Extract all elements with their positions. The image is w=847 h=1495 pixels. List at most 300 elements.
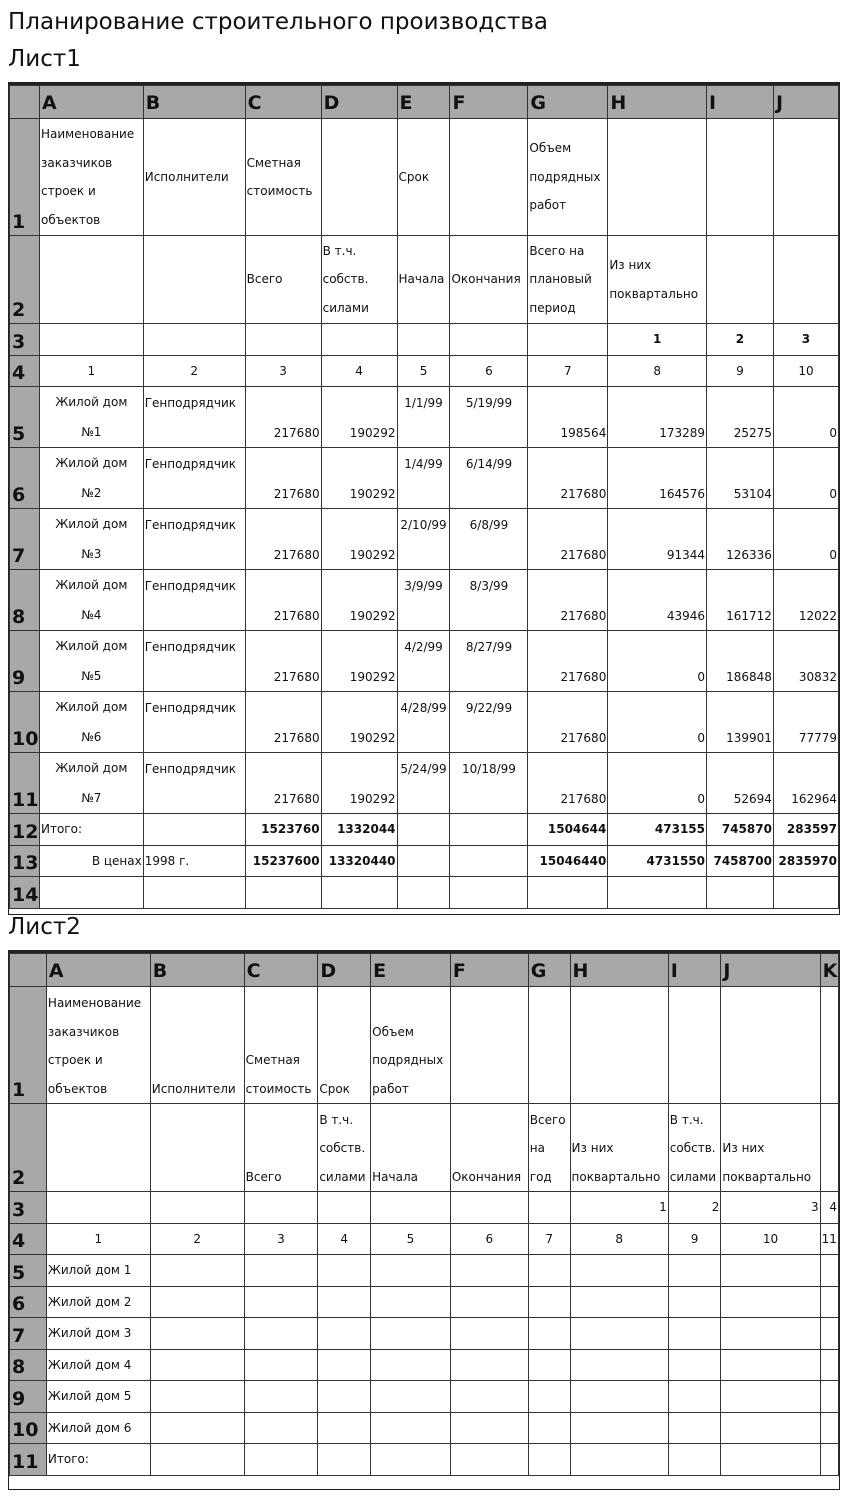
cell[interactable] bbox=[244, 1318, 318, 1350]
cell-object-name[interactable] bbox=[39, 753, 143, 814]
sheet2-row-header[interactable]: 3 bbox=[10, 1192, 47, 1224]
cell[interactable] bbox=[668, 1381, 721, 1413]
cell-start[interactable]: 1/4/99 bbox=[397, 448, 450, 509]
cell[interactable] bbox=[528, 1349, 570, 1381]
cell[interactable] bbox=[528, 1255, 570, 1287]
cell-total[interactable]: 217680 bbox=[245, 387, 321, 448]
cell-col-number[interactable]: 4 bbox=[321, 356, 397, 387]
cell[interactable] bbox=[528, 324, 608, 356]
cell-total[interactable]: 217680 bbox=[245, 692, 321, 753]
cell-col-number[interactable]: 8 bbox=[608, 356, 707, 387]
sheet2-row-header[interactable]: 4 bbox=[10, 1224, 47, 1255]
cell[interactable] bbox=[570, 1381, 668, 1413]
cell-own[interactable]: 190292 bbox=[321, 753, 397, 814]
cell-q1[interactable]: 43946 bbox=[608, 570, 707, 631]
cell-start-header[interactable]: Начала bbox=[371, 1104, 451, 1192]
cell-q3[interactable]: 0 bbox=[773, 448, 838, 509]
cell-q2-sum[interactable]: 745870 bbox=[707, 814, 774, 846]
cell-col-number[interactable]: 5 bbox=[371, 1224, 451, 1255]
sheet2-col-header[interactable]: J bbox=[721, 954, 820, 987]
cell-q2[interactable]: 126336 bbox=[707, 509, 774, 570]
cell[interactable] bbox=[318, 1349, 371, 1381]
sheet1-col-header[interactable]: B bbox=[143, 86, 245, 119]
cell-q1[interactable]: 0 bbox=[608, 753, 707, 814]
cell-q3[interactable]: 162964 bbox=[773, 753, 838, 814]
cell[interactable] bbox=[450, 324, 528, 356]
cell[interactable] bbox=[244, 1349, 318, 1381]
sheet2-row-header[interactable]: 2 bbox=[10, 1104, 47, 1192]
cell[interactable] bbox=[668, 1412, 721, 1444]
cell-object-name[interactable]: Жилой дом 3 bbox=[46, 1318, 150, 1350]
cell[interactable] bbox=[150, 1349, 244, 1381]
cell-total-label[interactable]: Итого: bbox=[39, 814, 143, 846]
cell[interactable] bbox=[707, 877, 774, 909]
cell[interactable] bbox=[820, 1318, 838, 1350]
cell-estimate-header[interactable]: Сметная стоимость bbox=[244, 987, 318, 1104]
sheet1-col-header[interactable]: H bbox=[608, 86, 707, 119]
cell[interactable] bbox=[450, 846, 528, 877]
cell-q2[interactable]: 25275 bbox=[707, 387, 774, 448]
cell-object-name[interactable]: Жилой дом 4 bbox=[46, 1349, 150, 1381]
cell-end[interactable]: 8/3/99 bbox=[450, 570, 528, 631]
cell-q2[interactable]: 139901 bbox=[707, 692, 774, 753]
cell[interactable] bbox=[150, 1286, 244, 1318]
cell-term-header[interactable]: Срок bbox=[318, 987, 371, 1104]
cell-customer-header[interactable]: Наименование заказчиков строек и объектов bbox=[46, 987, 150, 1104]
sheet2-row-header[interactable]: 5 bbox=[10, 1255, 47, 1287]
cell[interactable] bbox=[244, 1192, 318, 1224]
sheet2-col-header[interactable]: A bbox=[46, 954, 150, 987]
cell[interactable] bbox=[450, 1255, 528, 1287]
cell-end-header[interactable]: Окончания bbox=[450, 236, 528, 324]
sheet1-col-header[interactable]: J bbox=[773, 86, 838, 119]
sheet1-row-header[interactable]: 12 bbox=[10, 814, 40, 846]
cell[interactable] bbox=[450, 1192, 528, 1224]
cell[interactable] bbox=[820, 1381, 838, 1413]
cell[interactable] bbox=[528, 1192, 570, 1224]
cell-q2[interactable]: 52694 bbox=[707, 753, 774, 814]
cell-year-total-header[interactable]: Всего на год bbox=[528, 1104, 570, 1192]
cell[interactable] bbox=[318, 1412, 371, 1444]
sheet1-row-header[interactable]: 3 bbox=[10, 324, 40, 356]
cell-q3[interactable]: 12022 bbox=[773, 570, 838, 631]
cell-volume-header[interactable]: Объем подрядных работ bbox=[528, 119, 608, 236]
cell[interactable] bbox=[528, 987, 570, 1104]
sheet1-col-header[interactable]: E bbox=[397, 86, 450, 119]
cell-col-number[interactable]: 3 bbox=[244, 1224, 318, 1255]
cell[interactable] bbox=[608, 119, 707, 236]
cell[interactable] bbox=[668, 1349, 721, 1381]
cell-quarter[interactable]: 4 bbox=[820, 1192, 838, 1224]
cell-plan[interactable]: 217680 bbox=[528, 753, 608, 814]
cell-executor[interactable]: Генподрядчик bbox=[143, 692, 245, 753]
cell[interactable] bbox=[244, 1255, 318, 1287]
cell-prices-q1[interactable]: 4731550 bbox=[608, 846, 707, 877]
cell[interactable] bbox=[150, 1104, 244, 1192]
sheet2-row-header[interactable]: 7 bbox=[10, 1318, 47, 1350]
cell-total-header[interactable]: Всего bbox=[244, 1104, 318, 1192]
cell[interactable] bbox=[245, 877, 321, 909]
cell[interactable] bbox=[668, 987, 721, 1104]
cell-own[interactable]: 190292 bbox=[321, 448, 397, 509]
cell-start[interactable]: 1/1/99 bbox=[397, 387, 450, 448]
cell[interactable] bbox=[820, 1104, 838, 1192]
cell-total-label[interactable]: Итого: bbox=[46, 1444, 150, 1476]
cell-object-name[interactable] bbox=[39, 570, 143, 631]
cell[interactable] bbox=[820, 1412, 838, 1444]
cell[interactable] bbox=[721, 1381, 820, 1413]
cell[interactable] bbox=[321, 877, 397, 909]
cell-col-number[interactable]: 11 bbox=[820, 1224, 838, 1255]
cell-q2[interactable]: 53104 bbox=[707, 448, 774, 509]
cell-term-header[interactable]: Срок bbox=[397, 119, 450, 236]
cell[interactable] bbox=[371, 1192, 451, 1224]
cell-total[interactable]: 217680 bbox=[245, 448, 321, 509]
cell[interactable] bbox=[245, 324, 321, 356]
cell-q1[interactable]: 0 bbox=[608, 692, 707, 753]
cell[interactable] bbox=[570, 1318, 668, 1350]
sheet1-row-header[interactable]: 8 bbox=[10, 570, 40, 631]
sheet2-col-header[interactable]: F bbox=[450, 954, 528, 987]
cell-col-number[interactable]: 10 bbox=[721, 1224, 820, 1255]
sheet1-row-header[interactable]: 14 bbox=[10, 877, 40, 909]
sheet2-col-header[interactable]: E bbox=[371, 954, 451, 987]
cell-executor[interactable]: Генподрядчик bbox=[143, 387, 245, 448]
cell-own[interactable]: 190292 bbox=[321, 570, 397, 631]
cell[interactable] bbox=[570, 1286, 668, 1318]
cell[interactable] bbox=[570, 1412, 668, 1444]
cell[interactable] bbox=[39, 236, 143, 324]
sheet2-col-header[interactable]: D bbox=[318, 954, 371, 987]
cell-own[interactable]: 190292 bbox=[321, 631, 397, 692]
sheet1-col-header[interactable]: G bbox=[528, 86, 608, 119]
cell-object-name[interactable] bbox=[39, 509, 143, 570]
sheet1-row-header[interactable]: 13 bbox=[10, 846, 40, 877]
cell-own-forces-header[interactable]: В т.ч. собств. силами bbox=[668, 1104, 721, 1192]
cell[interactable] bbox=[773, 236, 838, 324]
cell-total-header[interactable]: Всего bbox=[245, 236, 321, 324]
cell-total-sum[interactable]: 1523760 bbox=[245, 814, 321, 846]
sheet2-row-header[interactable]: 6 bbox=[10, 1286, 47, 1318]
cell-q2[interactable]: 161712 bbox=[707, 570, 774, 631]
cell-q3[interactable]: 30832 bbox=[773, 631, 838, 692]
cell[interactable] bbox=[244, 1381, 318, 1413]
cell[interactable] bbox=[150, 1192, 244, 1224]
cell[interactable] bbox=[608, 877, 707, 909]
cell-own-forces-header[interactable]: В т.ч. собств. силами bbox=[318, 1104, 371, 1192]
sheet1-row-header[interactable]: 11 bbox=[10, 753, 40, 814]
cell[interactable] bbox=[820, 987, 838, 1104]
sheet1-col-header[interactable]: D bbox=[321, 86, 397, 119]
cell-object-name[interactable]: Жилой дом 1 bbox=[46, 1255, 150, 1287]
cell-end[interactable]: 9/22/99 bbox=[450, 692, 528, 753]
cell-plan[interactable]: 217680 bbox=[528, 509, 608, 570]
sheet1-col-header[interactable]: A bbox=[39, 86, 143, 119]
sheet2-row-header[interactable]: 9 bbox=[10, 1381, 47, 1413]
cell[interactable] bbox=[318, 1444, 371, 1476]
cell-total[interactable]: 217680 bbox=[245, 509, 321, 570]
cell-object-name[interactable] bbox=[39, 387, 143, 448]
cell-plan[interactable]: 217680 bbox=[528, 692, 608, 753]
cell[interactable] bbox=[450, 119, 528, 236]
cell-q3[interactable]: 0 bbox=[773, 387, 838, 448]
cell[interactable] bbox=[39, 877, 143, 909]
cell-q1[interactable]: 91344 bbox=[608, 509, 707, 570]
cell[interactable] bbox=[528, 1412, 570, 1444]
cell-end[interactable]: 8/27/99 bbox=[450, 631, 528, 692]
cell[interactable] bbox=[570, 1349, 668, 1381]
cell-quarter[interactable]: 2 bbox=[668, 1192, 721, 1224]
cell[interactable] bbox=[528, 1381, 570, 1413]
cell-q3[interactable]: 0 bbox=[773, 509, 838, 570]
cell-start[interactable]: 2/10/99 bbox=[397, 509, 450, 570]
cell-col-number[interactable]: 4 bbox=[318, 1224, 371, 1255]
cell-col-number[interactable]: 8 bbox=[570, 1224, 668, 1255]
cell-col-number[interactable]: 2 bbox=[150, 1224, 244, 1255]
sheet2-col-header[interactable]: I bbox=[668, 954, 721, 987]
cell-object-name[interactable] bbox=[39, 631, 143, 692]
cell-own-forces-header[interactable]: В т.ч. собств. силами bbox=[321, 236, 397, 324]
cell-plan[interactable]: 198564 bbox=[528, 387, 608, 448]
cell[interactable] bbox=[721, 1349, 820, 1381]
cell[interactable] bbox=[318, 1192, 371, 1224]
cell[interactable] bbox=[371, 1286, 451, 1318]
cell-executor[interactable]: Генподрядчик bbox=[143, 448, 245, 509]
cell[interactable] bbox=[570, 987, 668, 1104]
cell-quarter[interactable]: 2 bbox=[707, 324, 774, 356]
cell-estimate-header[interactable]: Сметная стоимость bbox=[245, 119, 321, 236]
cell-start[interactable]: 4/2/99 bbox=[397, 631, 450, 692]
cell[interactable] bbox=[707, 119, 774, 236]
cell[interactable] bbox=[150, 1318, 244, 1350]
cell[interactable] bbox=[450, 814, 528, 846]
cell[interactable] bbox=[46, 1192, 150, 1224]
sheet2-row-header[interactable]: 10 bbox=[10, 1412, 47, 1444]
cell-start-header[interactable]: Начала bbox=[397, 236, 450, 324]
sheet1-row-header[interactable]: 1 bbox=[10, 119, 40, 236]
cell[interactable] bbox=[371, 1349, 451, 1381]
cell-volume-header[interactable]: Объем подрядных работ bbox=[371, 987, 451, 1104]
cell[interactable] bbox=[528, 1318, 570, 1350]
cell[interactable] bbox=[773, 877, 838, 909]
sheet2-col-header[interactable]: H bbox=[570, 954, 668, 987]
cell[interactable] bbox=[450, 1444, 528, 1476]
cell-executor[interactable]: Генподрядчик bbox=[143, 631, 245, 692]
sheet2-row-header[interactable]: 11 bbox=[10, 1444, 47, 1476]
cell-executor-header[interactable]: Исполнители bbox=[143, 119, 245, 236]
cell-total[interactable]: 217680 bbox=[245, 570, 321, 631]
cell-total[interactable]: 217680 bbox=[245, 753, 321, 814]
cell-quarterly-header[interactable]: Из них поквартально bbox=[608, 236, 707, 324]
cell-total[interactable]: 217680 bbox=[245, 631, 321, 692]
cell-quarterly-header[interactable]: Из них поквартально bbox=[721, 1104, 820, 1192]
cell[interactable] bbox=[143, 324, 245, 356]
cell-quarter[interactable]: 1 bbox=[608, 324, 707, 356]
cell[interactable] bbox=[371, 1255, 451, 1287]
sheet2-col-header[interactable]: C bbox=[244, 954, 318, 987]
cell-own[interactable]: 190292 bbox=[321, 387, 397, 448]
cell-q2[interactable]: 186848 bbox=[707, 631, 774, 692]
sheet2-row-header[interactable]: 8 bbox=[10, 1349, 47, 1381]
cell-object-name[interactable]: Жилой дом 6 bbox=[46, 1412, 150, 1444]
cell-plan-period-header[interactable]: Всего на плановый период bbox=[528, 236, 608, 324]
sheet2-corner[interactable] bbox=[10, 954, 47, 987]
cell[interactable] bbox=[820, 1255, 838, 1287]
cell[interactable] bbox=[450, 877, 528, 909]
cell[interactable] bbox=[450, 1318, 528, 1350]
cell-end[interactable]: 6/8/99 bbox=[450, 509, 528, 570]
cell[interactable] bbox=[371, 1444, 451, 1476]
cell-col-number[interactable]: 7 bbox=[528, 356, 608, 387]
cell-col-number[interactable]: 9 bbox=[707, 356, 774, 387]
cell-start[interactable]: 4/28/99 bbox=[397, 692, 450, 753]
cell-object-name[interactable] bbox=[39, 448, 143, 509]
cell[interactable] bbox=[450, 1381, 528, 1413]
cell-customer-header[interactable]: Наименование заказчиков строек и объектов bbox=[39, 119, 143, 236]
sheet2-col-header[interactable]: K bbox=[820, 954, 838, 987]
cell-plan[interactable]: 217680 bbox=[528, 570, 608, 631]
cell-object-name[interactable] bbox=[39, 692, 143, 753]
sheet1-col-header[interactable]: F bbox=[450, 86, 528, 119]
cell[interactable] bbox=[397, 877, 450, 909]
cell-col-number[interactable]: 1 bbox=[46, 1224, 150, 1255]
cell[interactable] bbox=[397, 846, 450, 877]
cell-own-sum[interactable]: 1332044 bbox=[321, 814, 397, 846]
sheet1-row-header[interactable]: 5 bbox=[10, 387, 40, 448]
cell-executor-header[interactable]: Исполнители bbox=[150, 987, 244, 1104]
cell-prices-plan[interactable]: 15046440 bbox=[528, 846, 608, 877]
cell-object-name[interactable]: Жилой дом 5 bbox=[46, 1381, 150, 1413]
cell[interactable] bbox=[668, 1318, 721, 1350]
cell[interactable] bbox=[528, 1286, 570, 1318]
cell-q1[interactable]: 173289 bbox=[608, 387, 707, 448]
sheet2-col-header[interactable]: G bbox=[528, 954, 570, 987]
cell-executor[interactable]: Генподрядчик bbox=[143, 509, 245, 570]
sheet1-row-header[interactable]: 6 bbox=[10, 448, 40, 509]
cell[interactable] bbox=[721, 987, 820, 1104]
cell-prices-year[interactable]: 1998 г. bbox=[143, 846, 245, 877]
cell[interactable] bbox=[143, 814, 245, 846]
cell[interactable] bbox=[321, 119, 397, 236]
cell-quarter[interactable]: 3 bbox=[721, 1192, 820, 1224]
cell[interactable] bbox=[244, 1444, 318, 1476]
sheet1-col-header[interactable]: I bbox=[707, 86, 774, 119]
cell[interactable] bbox=[318, 1381, 371, 1413]
cell[interactable] bbox=[371, 1381, 451, 1413]
cell[interactable] bbox=[397, 324, 450, 356]
sheet1-row-header[interactable]: 4 bbox=[10, 356, 40, 387]
cell[interactable] bbox=[244, 1412, 318, 1444]
cell-col-number[interactable]: 7 bbox=[528, 1224, 570, 1255]
cell-plan[interactable]: 217680 bbox=[528, 448, 608, 509]
cell[interactable] bbox=[318, 1255, 371, 1287]
cell-col-number[interactable]: 3 bbox=[245, 356, 321, 387]
cell[interactable] bbox=[318, 1286, 371, 1318]
cell-quarter[interactable]: 1 bbox=[570, 1192, 668, 1224]
cell-own[interactable]: 190292 bbox=[321, 509, 397, 570]
cell[interactable] bbox=[668, 1444, 721, 1476]
cell[interactable] bbox=[820, 1349, 838, 1381]
cell[interactable] bbox=[721, 1318, 820, 1350]
cell-col-number[interactable]: 2 bbox=[143, 356, 245, 387]
cell-start[interactable]: 5/24/99 bbox=[397, 753, 450, 814]
cell[interactable] bbox=[143, 877, 245, 909]
cell-prices-label[interactable]: В ценах bbox=[39, 846, 143, 877]
sheet1-corner[interactable] bbox=[10, 86, 40, 119]
cell[interactable] bbox=[318, 1318, 371, 1350]
cell[interactable] bbox=[570, 1444, 668, 1476]
cell[interactable] bbox=[820, 1444, 838, 1476]
cell-col-number[interactable]: 9 bbox=[668, 1224, 721, 1255]
cell-prices-own[interactable]: 13320440 bbox=[321, 846, 397, 877]
cell[interactable] bbox=[721, 1286, 820, 1318]
cell[interactable] bbox=[528, 1444, 570, 1476]
sheet1-row-header[interactable]: 2 bbox=[10, 236, 40, 324]
cell-executor[interactable]: Генподрядчик bbox=[143, 570, 245, 631]
cell-end[interactable]: 6/14/99 bbox=[450, 448, 528, 509]
cell-end[interactable]: 10/18/99 bbox=[450, 753, 528, 814]
cell[interactable] bbox=[528, 877, 608, 909]
cell-quarterly-header[interactable]: Из них поквартально bbox=[570, 1104, 668, 1192]
cell[interactable] bbox=[570, 1255, 668, 1287]
cell[interactable] bbox=[46, 1104, 150, 1192]
cell-object-name[interactable]: Жилой дом 2 bbox=[46, 1286, 150, 1318]
cell[interactable] bbox=[321, 324, 397, 356]
sheet1-col-header[interactable]: C bbox=[245, 86, 321, 119]
cell-prices-q3[interactable]: 2835970 bbox=[773, 846, 838, 877]
cell-col-number[interactable]: 1 bbox=[39, 356, 143, 387]
cell[interactable] bbox=[150, 1255, 244, 1287]
cell-col-number[interactable]: 6 bbox=[450, 356, 528, 387]
cell-q3-sum[interactable]: 283597 bbox=[773, 814, 838, 846]
cell-plan-sum[interactable]: 1504644 bbox=[528, 814, 608, 846]
cell-q1[interactable]: 164576 bbox=[608, 448, 707, 509]
cell-prices-total[interactable]: 15237600 bbox=[245, 846, 321, 877]
cell[interactable] bbox=[721, 1255, 820, 1287]
cell[interactable] bbox=[450, 1286, 528, 1318]
cell-col-number[interactable]: 6 bbox=[450, 1224, 528, 1255]
cell-end[interactable]: 5/19/99 bbox=[450, 387, 528, 448]
cell[interactable] bbox=[450, 1349, 528, 1381]
cell-q1[interactable]: 0 bbox=[608, 631, 707, 692]
cell[interactable] bbox=[773, 119, 838, 236]
cell-q1-sum[interactable]: 473155 bbox=[608, 814, 707, 846]
sheet1-row-header[interactable]: 10 bbox=[10, 692, 40, 753]
sheet1-row-header[interactable]: 9 bbox=[10, 631, 40, 692]
cell-prices-q2[interactable]: 7458700 bbox=[707, 846, 774, 877]
cell[interactable] bbox=[244, 1286, 318, 1318]
cell[interactable] bbox=[820, 1286, 838, 1318]
cell-start[interactable]: 3/9/99 bbox=[397, 570, 450, 631]
cell[interactable] bbox=[150, 1381, 244, 1413]
cell[interactable] bbox=[39, 324, 143, 356]
cell[interactable] bbox=[721, 1444, 820, 1476]
cell-quarter[interactable]: 3 bbox=[773, 324, 838, 356]
cell[interactable] bbox=[668, 1286, 721, 1318]
cell-end-header[interactable]: Окончания bbox=[450, 1104, 528, 1192]
cell[interactable] bbox=[450, 987, 528, 1104]
sheet1-row-header[interactable]: 7 bbox=[10, 509, 40, 570]
cell[interactable] bbox=[371, 1318, 451, 1350]
cell[interactable] bbox=[150, 1444, 244, 1476]
cell-col-number[interactable]: 5 bbox=[397, 356, 450, 387]
cell-executor[interactable]: Генподрядчик bbox=[143, 753, 245, 814]
cell-plan[interactable]: 217680 bbox=[528, 631, 608, 692]
cell-col-number[interactable]: 10 bbox=[773, 356, 838, 387]
cell[interactable] bbox=[721, 1412, 820, 1444]
cell-q3[interactable]: 77779 bbox=[773, 692, 838, 753]
cell[interactable] bbox=[143, 236, 245, 324]
